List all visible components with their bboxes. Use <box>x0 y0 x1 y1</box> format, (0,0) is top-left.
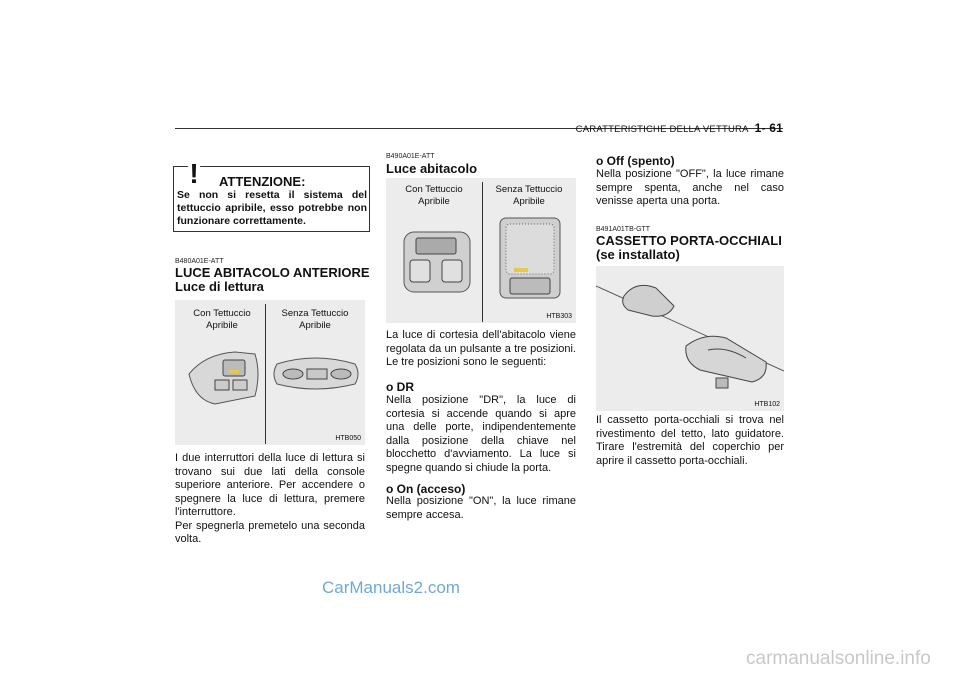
section-subtitle: Luce di lettura <box>175 279 264 294</box>
figure-label-left: Con Tettuccio Apribile <box>193 308 251 331</box>
watermark-site[interactable]: carmanualsonline.info <box>746 648 931 669</box>
page-header <box>576 121 783 135</box>
dr-text: Nella posizione "DR", la luce di cortesia si accende quando si apre una delle porte, indipendentemente dalla posizione della chiave nel blocchetto d'avviamento. La luce si spegne quando si chiude la porta. <box>386 394 576 474</box>
figure-label-right: Senza Tettuccio Apribile <box>495 184 563 207</box>
body-paragraph: I due interruttori della luce di lettura si trovano sui due lati della console superiore anteriore. Per accendere o spegnere la luce di lettura, premere l'interruttore. <box>175 452 365 518</box>
section-title: LUCE ABITACOLO ANTERIORE <box>175 265 370 280</box>
page-number: 1- 61 <box>754 121 783 135</box>
figure-code: HTB102 <box>754 401 780 408</box>
warning-icon <box>176 155 212 187</box>
figure-label-right: Senza Tettuccio Apribile <box>281 308 349 331</box>
figure-reading-light <box>175 300 365 445</box>
glasses-holder-illustration <box>596 266 784 411</box>
section-body: La luce di cortesia dell'abitacolo viene regolata da un pulsante a tre posizioni. Le tre posizioni sono le seguenti: <box>386 329 576 368</box>
section-body: Il cassetto porta-occhiali si trova nel rivestimento del tetto, lato guidatore. Tirare l'estremità del coperchio per aprire il cassetto porta-occhiali. <box>596 414 784 467</box>
warning-box <box>173 158 370 232</box>
figure-code: HTB303 <box>546 313 572 320</box>
on-text: Nella posizione "ON", la luce rimane sempre accesa. <box>386 495 576 521</box>
figure-glasses-holder <box>596 266 784 411</box>
section-title: CASSETTO PORTA-OCCHIALI (se installato) <box>596 233 782 262</box>
section-body <box>175 452 365 547</box>
watermark-logo[interactable]: CarManuals2.com <box>322 578 460 597</box>
section-code: B490A01E-ATT <box>386 153 435 160</box>
warning-text: Se non si resetta il sistema del tettuccio apribile, esso potrebbe non funzionare correttamente. <box>177 189 367 227</box>
dr-heading: o DR <box>386 380 414 394</box>
svg-text:!: ! <box>189 158 199 187</box>
section-code: B491A01TB-GTT <box>596 226 651 233</box>
section-code: B480A01E-ATT <box>175 258 224 265</box>
off-text: Nella posizione "OFF", la luce rimane sempre spenta, anche nel caso venisse aperta una porta. <box>596 168 784 207</box>
console-illustration <box>175 334 365 414</box>
warning-title: ATTENZIONE: <box>219 174 306 189</box>
figure-courtesy-light <box>386 178 576 323</box>
courtesy-light-illustration <box>386 212 576 302</box>
section-title: CARATTERISTICHE DELLA VETTURA <box>575 124 749 135</box>
off-heading: o Off (spento) <box>596 154 675 168</box>
section-title: Luce abitacolo <box>386 161 478 176</box>
body-paragraph-2: Per spegnerla premetelo una seconda volta. <box>175 519 365 545</box>
on-heading: o On (acceso) <box>386 482 466 496</box>
figure-code: HTB050 <box>335 435 361 442</box>
figure-label-left: Con Tettuccio Apribile <box>405 184 463 207</box>
